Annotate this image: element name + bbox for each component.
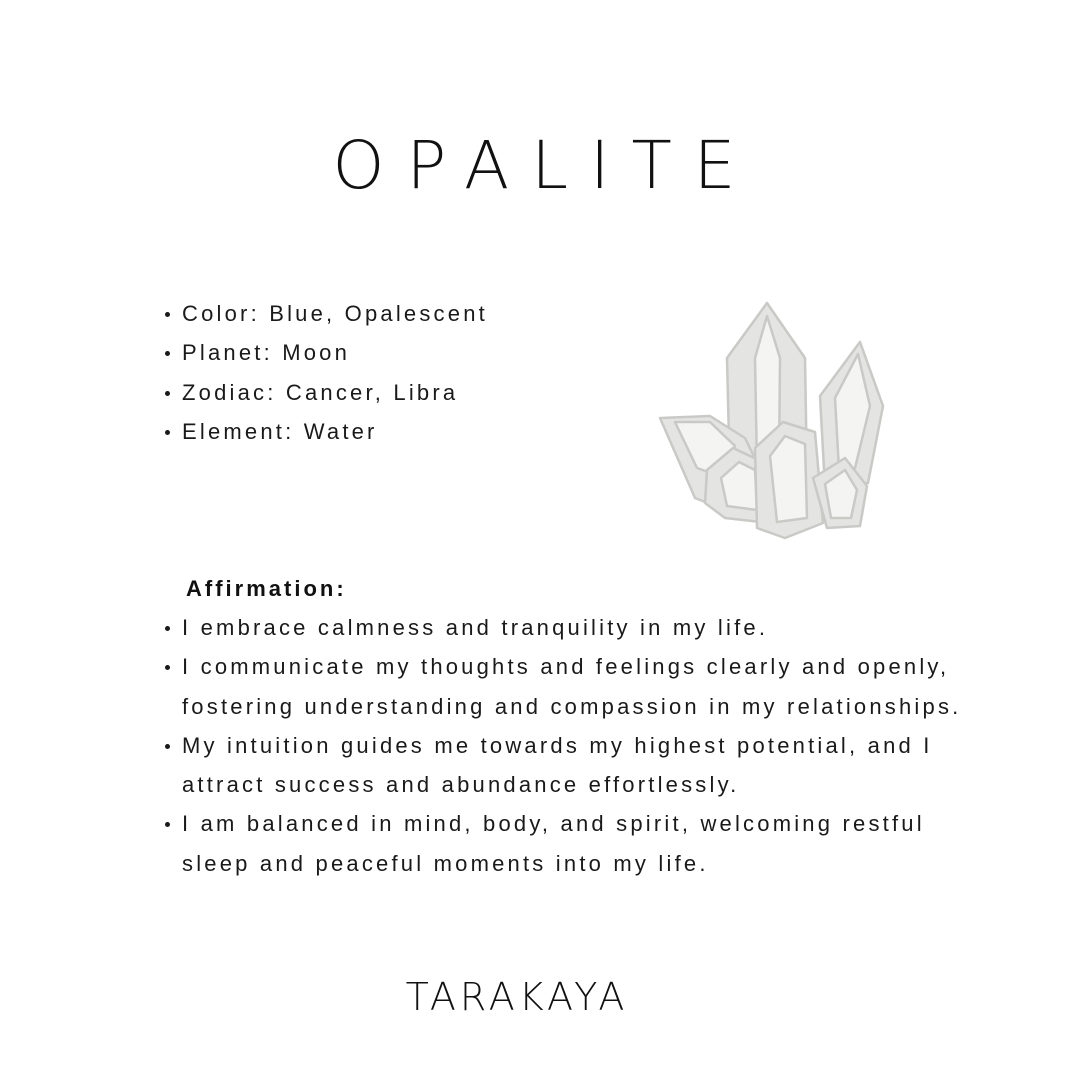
brand-logo: TARAKAYA <box>405 975 629 1019</box>
crystal-cluster-icon <box>655 298 890 543</box>
properties-list <box>162 294 622 451</box>
property-element: Element: Water <box>162 412 622 451</box>
affirmation-item: I embrace calmness and tranquility in my life. <box>162 608 962 647</box>
property-planet: Planet: Moon <box>162 333 622 372</box>
affirmation-heading: Affirmation: <box>186 576 347 601</box>
affirmation-item: My intuition guides me towards my highest potential, and I attract success and abundance effortlessly. <box>162 726 962 805</box>
page-title: OPALITE <box>332 127 758 204</box>
affirmation-list <box>162 608 962 883</box>
affirmation-item: I am balanced in mind, body, and spirit, welcoming restful sleep and peaceful moments into my life. <box>162 804 962 883</box>
affirmation-item: I communicate my thoughts and feelings clearly and openly, fostering understanding and compassion in my relationships. <box>162 647 962 726</box>
property-zodiac: Zodiac: Cancer, Libra <box>162 373 622 412</box>
property-color: Color: Blue, Opalescent <box>162 294 622 333</box>
crystal-center-facet <box>770 436 807 522</box>
